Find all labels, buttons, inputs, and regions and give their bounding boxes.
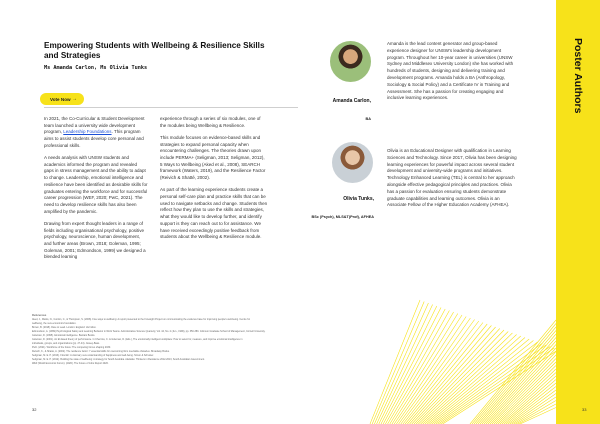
paragraph: In 2021, the Co-Curricular & Student Development team launched a university wide development program, Leadership Foundations. This program aims to assist students develop core personal and professional skills. bbox=[44, 116, 145, 148]
page-number-right: 33 bbox=[582, 407, 587, 412]
olivia-credentials: BSc (Psych), MLS&T(Prof), AFHEA bbox=[311, 215, 374, 219]
reference-item: Reivich, K., & Shatté, A. (2002). The resilience factor: 7 essential skills for overcoming life's inevitable obstacles. Broadway Books. bbox=[32, 350, 170, 353]
body-column-1 bbox=[44, 116, 148, 267]
olivia-name: Olivia Tunks, bbox=[343, 196, 374, 202]
vote-now-button[interactable] bbox=[40, 93, 84, 105]
paragraph: As part of the learning experience students create a personal self-care plan and practice skills that can be used to navigate setbacks and change. Students then reflect how they plan to use the skills and strategies, what they would like to develop further, and identify support is they can reach out to for assistance. We have received exceedingly positive feedback from students about the Wellbeing & Resilience module. bbox=[160, 187, 268, 240]
olivia-photo bbox=[332, 142, 373, 183]
reference-item: WEF (World Economic Forum). (2020). The Future of Jobs Report 2020. bbox=[32, 362, 109, 365]
olivia-bio: Olivia is an Educational Designer with qualification in Learning Sciences and Technology. Since 2017, Olivia has been designing learning experiences for powerful impact across several student development and university-wide programs and initiatives. Technology Enhanced Learning (TEL) is central to her approach alongside effective pedagogical principles and practices. Olivia has a passion for evaluation ensuring students demonstrate graduate capabilities and learning outcomes. Olivia is an Associate Fellow of the Higher Education Academy (AFHEA). bbox=[387, 148, 517, 208]
reference-item: Aked, J., Marks, N., Cordon, C., & Thompson, S. (2008). Five ways to wellbeing: A report presented to the Foresight Project on communicating the evidence base for improving people's well-being. Centre for bbox=[32, 318, 251, 321]
reference-item: Edmondson, A. (1999) Psychological Safety and Learning Behavior in Work Teams. Administrative Science Quarterly, Vol. 44, No. 2 (Jun., 1999), pp. 350-383. Johnson Graduate School of Management, Cornell University. bbox=[32, 330, 266, 333]
poster-authors: Ms Amanda Carlon, Ms Olivia Tunks bbox=[44, 65, 148, 71]
paragraph: experience through a series of six modules, one of the modules being Wellbeing & Resilience. bbox=[160, 116, 261, 128]
body-column-2 bbox=[160, 116, 268, 246]
reference-item: individuals, groups, and organizations (pp. 27-44). Jossey-Bass. bbox=[32, 342, 100, 345]
divider bbox=[44, 107, 298, 108]
arrow-right-icon: → bbox=[72, 96, 77, 102]
reference-item: PwC. (2021). Workforce of the future: The competing forces shaping 2030. bbox=[32, 346, 111, 349]
amanda-credentials: BA bbox=[365, 117, 371, 121]
page-number-left: 32 bbox=[32, 407, 37, 412]
leadership-foundations-link[interactable]: Leadership Foundations bbox=[63, 129, 112, 135]
reference-item: Brown, B. (2018). Dare to Lead. London: England: Vermilion. bbox=[32, 326, 97, 329]
reference-item: Seligman, M. E. P. (2012). Building the state of wellbeing: A strategy for South Australia. Adelaide: Thinkers in Residence 2012-2013, South Australian Government. bbox=[32, 358, 205, 361]
vote-now-label: Vote Now bbox=[50, 96, 71, 102]
reference-item: Seligman, M. E. P. (2013). Flourish: A visionary new understanding of happiness and well-being. Simon & Schuster. bbox=[32, 354, 154, 357]
references-heading: References bbox=[32, 313, 47, 317]
poster-title: Empowering Students with Wellbeing & Resilience Skills and Strategies bbox=[44, 41, 265, 60]
paragraph: Drawing from expert thought leaders in a range of fields including organisational psychology, positive psychology, neuroscience, human development, and further areas (Brown, 2018; Goleman, 1995; Goleman, 2001; Edmondson, 1999) we designed a blended learning bbox=[44, 220, 146, 260]
references-section bbox=[32, 313, 294, 366]
reference-item: Goleman, D. (2001). An El-based theory of performance. In Cherniss, C. & Goleman, D. (Eds.), The emotionally intelligent workplace: How to select for, measure, and improve emotional intelligence in bbox=[32, 338, 243, 341]
amanda-photo bbox=[330, 41, 371, 82]
decorative-line-pattern bbox=[360, 290, 560, 424]
amanda-name: Amanda Carlon, bbox=[332, 98, 371, 104]
reference-item: Goleman, D. (1995). Emotional intelligence. Bantam Books. bbox=[32, 334, 96, 337]
poster-authors-heading: Poster Authors bbox=[572, 38, 584, 114]
paragraph: This module focuses on evidence-based skills and strategies to expand personal capacity when encountering challenges. The theories drawn upon include PERMA+ (Seligman, 2013; Seligman, 2012), 5 Ways to Wellbeing (Aked et al., 2008), SEARCH framework (Waters, 2019), and the Resilience Factor (Reivich & Shatté, 2002). bbox=[160, 134, 266, 181]
paragraph: A needs analysis with UNSW students and academics informed the program and revealed gaps in stress management and the ability to adapt to change. Leadership, emotional intelligence and resilience have been identified as desirable skills for graduates entering the workforce and for successful career progression (WEF, 2020; PwC, 2021). The need to develop resilience skills has also been amplified by the pandemic. bbox=[44, 155, 148, 214]
amanda-bio: Amanda is the lead content generator and group-based experience designer for UNSW's leadership development program. Throughout her 10-year career in universities (UNSW Sydney and Middlesex University London) she has worked with hundreds of students, designing and delivering training and development programs. Amanda holds a BA (Anthropology, Sociology & Social Policy) and a Certificate IV in Training and Assessment. She has a passion for creating engaging and inclusive learning experiences. bbox=[387, 41, 514, 101]
reference-item: wellbeing, the new economics foundation. bbox=[32, 322, 77, 325]
